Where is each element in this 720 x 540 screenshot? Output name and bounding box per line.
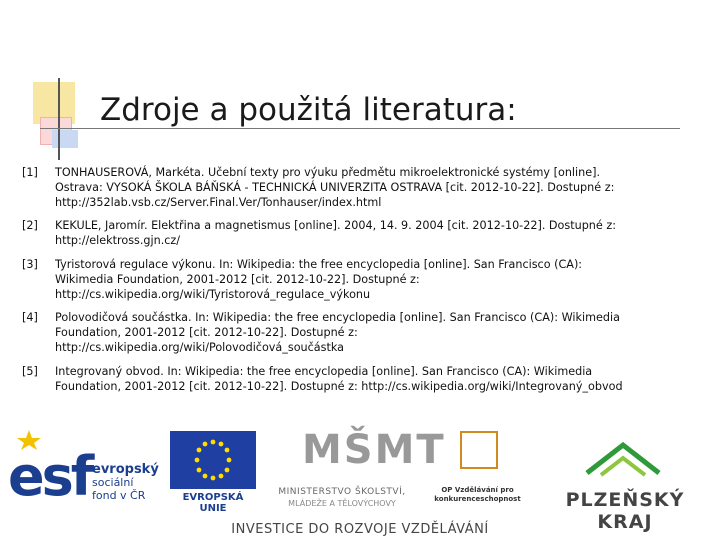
reference-text: Integrovaný obvod. In: Wikipedia: the free encyclopedia [online]. San Francisco (CA): Wikimedia Foundation, 2001-2012 [cit. 2012-10-22]. Dostupné z: http://cs.wikipedia.org/wiki/Integrovaný_obvod: [55, 364, 623, 393]
msmt-line2: MLÁDEŽE A TĚLOVÝCHOVY: [288, 499, 396, 508]
esf-line1: evropský: [92, 462, 159, 477]
title-underline: [40, 128, 680, 129]
msmt-logo: [262, 427, 446, 522]
roof-icon: [583, 439, 663, 479]
msmt-line1: MINISTERSTVO ŠKOLSTVÍ,: [278, 487, 406, 497]
op-box-icon: [460, 431, 498, 469]
op-text: OP Vzdělávání pro konkurenceschopnost: [434, 486, 521, 503]
reference-text: Tyristorová regulace výkonu. In: Wikipedia: the free encyclopedia [online]. San Francisco (CA): Wikimedia Foundation, 2001-2012 [cit. 2012-10-22]. Dostupné z: http://cs.wikipedia.org/wiki/Tyristorová_regulace_výkonu: [55, 257, 583, 301]
reference-list: [22, 166, 702, 403]
reference-number: [2]: [22, 219, 38, 233]
esf-line3: fond v ČR: [92, 489, 146, 502]
decor-blue-square: [52, 130, 78, 148]
page-title: Zdroje a použitá literatura:: [100, 92, 517, 128]
reference-item: [22, 258, 702, 302]
plzensky-kraj-logo: [535, 431, 715, 533]
esf-line2: sociální: [92, 476, 134, 489]
pk-text: PLZEŇSKÝ KRAJ: [565, 489, 685, 533]
reference-item: [22, 365, 702, 395]
reference-text: TONHAUSEROVÁ, Markéta. Učební texty pro výuku předmětu mikroelektronické systémy [online]. Ostrava: VYSOKÁ ŠKOLA BÁŇSKÁ - TECHNICKÁ UNIVERZITA OSTRAVA [cit. 2012-10-22]. Dostupné z: http://352lab.vsb.cz/Server.Final.Ver/Tonhauser/index.html: [55, 166, 615, 209]
reference-item: [22, 311, 702, 355]
esf-text: [92, 463, 159, 502]
logo-bar: [0, 425, 720, 540]
reference-text: KEKULE, Jaromír. Elektřina a magnetismus [online]. 2004, 14. 9. 2004 [cit. 2012-10-22]. Dostupné z: http://elektross.gjn.cz/: [55, 219, 616, 248]
op-logo: [425, 431, 530, 521]
esf-logo: [8, 431, 163, 521]
reference-number: [4]: [22, 311, 38, 325]
eu-flag-icon: [170, 431, 256, 489]
reference-number: [1]: [22, 166, 38, 179]
msmt-mark: MŠMT: [302, 427, 446, 473]
reference-number: [5]: [22, 364, 38, 378]
investment-slogan: INVESTICE DO ROZVOJE VZDĚLÁVÁNÍ: [231, 522, 489, 537]
reference-item: [22, 219, 702, 249]
reference-text: Polovodičová součástka. In: Wikipedia: the free encyclopedia [online]. San Francisco (CA): Wikimedia Foundation, 2001-2012 [cit. 2012-10-22]. Dostupné z: http://cs.wikipedia.org/wiki/Polovodičová_součástka: [55, 311, 620, 354]
eu-label: EVROPSKÁ UNIE: [182, 492, 244, 514]
eu-stars-icon: [170, 431, 256, 489]
reference-item: [22, 166, 702, 210]
esf-mark: esf: [8, 445, 92, 508]
decor-vertical-line: [58, 78, 60, 160]
eu-logo: [168, 431, 258, 521]
reference-number: [3]: [22, 257, 38, 271]
